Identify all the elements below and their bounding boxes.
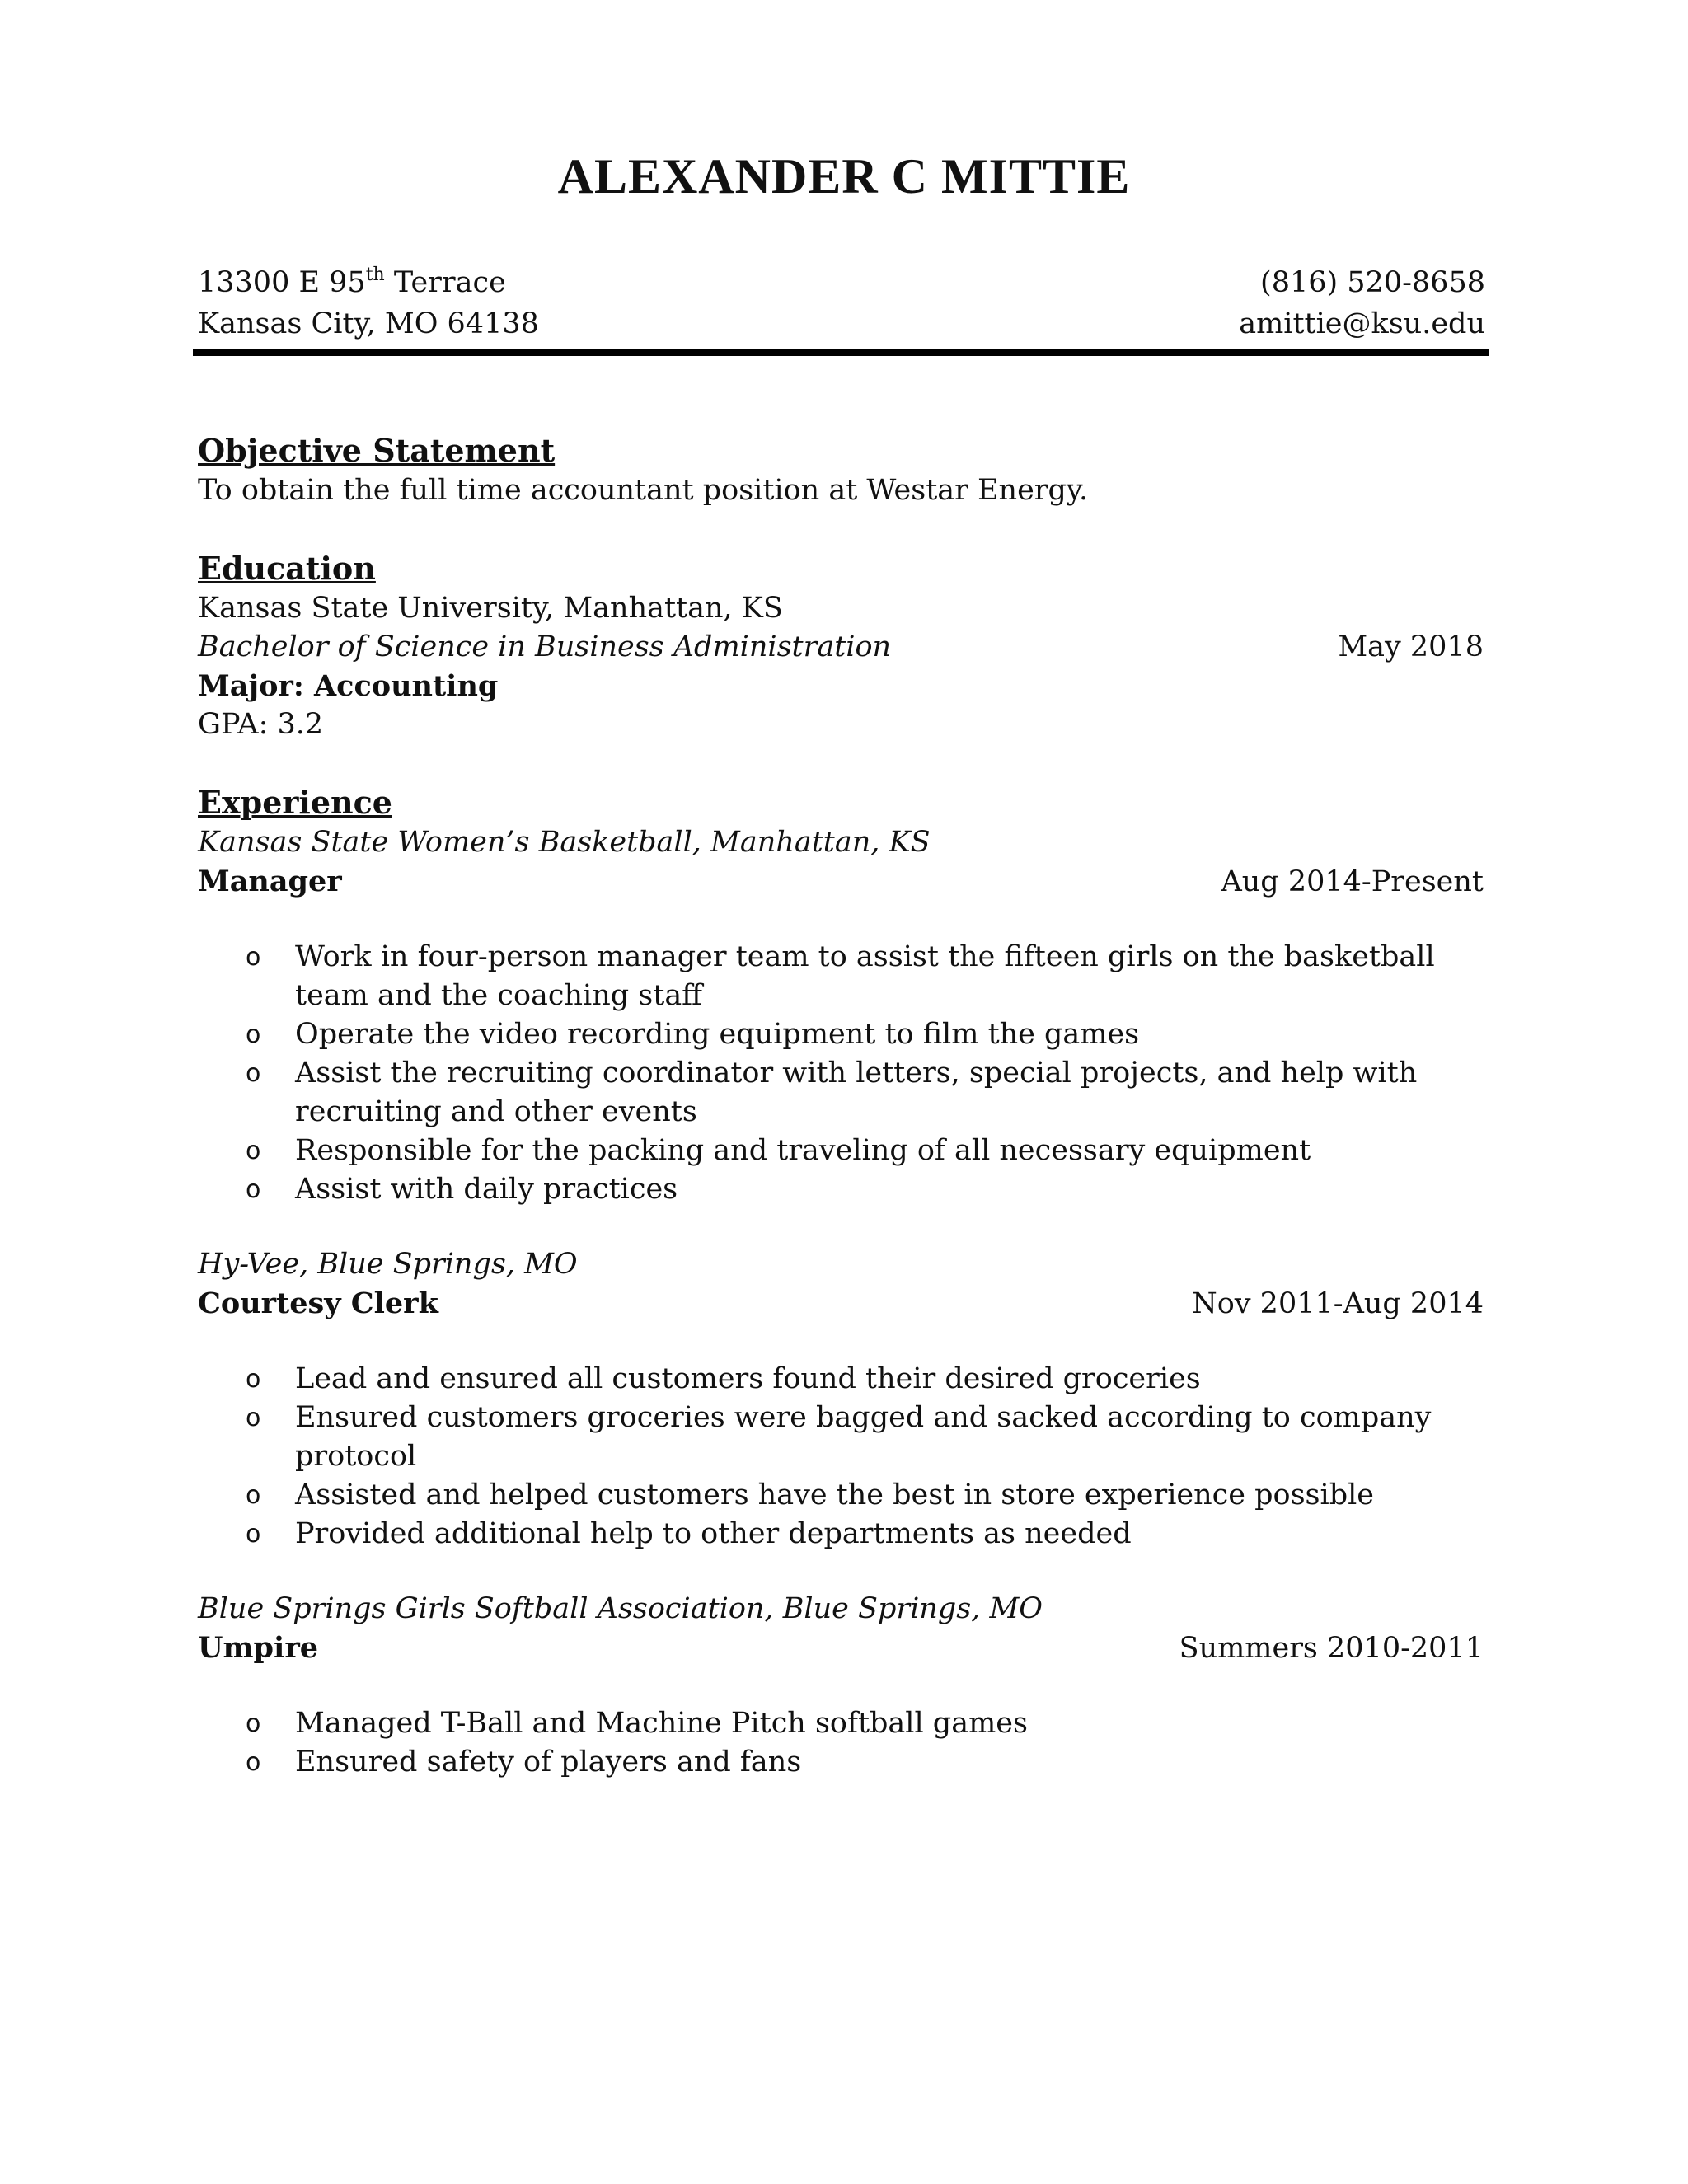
duty-item: o Managed T-Ball and Machine Pitch softball games [198,1704,1484,1743]
duty-item: o Work in four-person manager team to assist the fifteen girls on the basketball team and the coaching staff [198,938,1484,1015]
education-major: Major: Accounting [198,669,499,703]
email-address: amittie@ksu.edu [1239,307,1485,340]
address-line-1: 13300 E 95th Terrace [198,265,506,299]
education-gpa: GPA: 3.2 [198,708,324,741]
job-duties-list [198,938,1484,1209]
job-dates: Aug 2014-Present [1221,865,1484,898]
duty-item: o Assist with daily practices [198,1170,1484,1209]
job-title-row [198,1629,1484,1668]
job-organization: Kansas State Women’s Basketball, Manhattan, KS [198,826,931,859]
education-degree: Bachelor of Science in Business Administration [198,630,892,663]
education-degree-row [198,628,1484,667]
hollow-bullet-icon: o [246,1020,261,1049]
duty-item: o Assisted and helped customers have the best in store experience possible [198,1476,1484,1515]
duty-item: o Assist the recruiting coordinator with letters, special projects, and help with recruiting and other events [198,1054,1484,1132]
hollow-bullet-icon: o [246,1059,261,1088]
hollow-bullet-icon: o [246,1520,261,1549]
job-organization: Hy-Vee, Blue Springs, MO [198,1248,578,1281]
job-title: Manager [198,865,342,898]
job-dates: Nov 2011-Aug 2014 [1192,1287,1484,1320]
candidate-name: ALEXANDER C MITTIE [557,149,1131,204]
contact-block [1239,262,1485,344]
resume-body [198,430,1484,1782]
job-entry [198,1590,1484,1782]
experience-heading: Experience [198,784,392,821]
duty-item: o Ensured customers groceries were bagged and sacked according to company protocol [198,1399,1484,1476]
address-block [198,262,539,344]
hollow-bullet-icon: o [246,1404,261,1432]
duty-item: o Operate the video recording equipment to film the games [198,1015,1484,1054]
objective-text: To obtain the full time accountant position at Westar Energy. [198,474,1089,507]
job-title-row [198,1284,1484,1324]
hollow-bullet-icon: o [246,943,261,972]
hollow-bullet-icon: o [246,1175,261,1204]
objective-heading: Objective Statement [198,432,556,469]
job-organization: Blue Springs Girls Softball Association, Blue Springs, MO [198,1592,1043,1625]
hollow-bullet-icon: o [246,1748,261,1777]
hollow-bullet-icon: o [246,1481,261,1510]
duty-item: o Provided additional help to other departments as needed [198,1515,1484,1554]
job-title-row [198,862,1484,902]
hollow-bullet-icon: o [246,1365,261,1394]
header-divider [193,349,1489,356]
education-date: May 2018 [1338,630,1484,663]
job-dates: Summers 2010-2011 [1179,1632,1484,1665]
job-title: Umpire [198,1631,319,1665]
duty-item: o Lead and ensured all customers found their desired groceries [198,1360,1484,1399]
job-entry [198,1245,1484,1554]
address-line-2: Kansas City, MO 64138 [198,307,539,340]
job-duties-list [198,1360,1484,1554]
education-school: Kansas State University, Manhattan, KS [198,592,783,625]
education-heading: Education [198,550,376,587]
job-title: Courtesy Clerk [198,1286,438,1320]
hollow-bullet-icon: o [246,1137,261,1165]
job-duties-list [198,1704,1484,1782]
phone-number: (816) 520-8658 [1260,266,1485,299]
job-entry [198,823,1484,1209]
duty-item: o Responsible for the packing and traveling of all necessary equipment [198,1132,1484,1170]
hollow-bullet-icon: o [246,1709,261,1738]
duty-item: o Ensured safety of players and fans [198,1743,1484,1782]
